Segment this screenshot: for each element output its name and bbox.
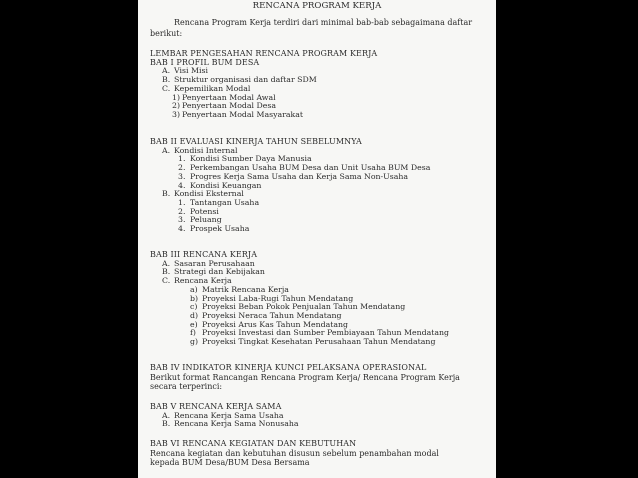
list-text: Visi Misi <box>174 66 208 76</box>
list-marker: 2. <box>178 163 186 173</box>
list-marker: 1) <box>172 92 181 102</box>
list-marker: 3. <box>178 171 186 181</box>
list-text: Sasaran Perusahaan <box>174 258 255 268</box>
list-text: Rencana Kerja Sama Usaha <box>174 410 284 420</box>
list-item <box>150 225 490 234</box>
list-text: Kondisi Internal <box>174 145 238 155</box>
list-text: Progres Kerja Sama Usaha dan Kerja Sama Non-Usaha <box>190 171 409 181</box>
list-marker: B. <box>162 75 171 85</box>
list-marker: e) <box>190 319 198 329</box>
bab-2-external-list <box>150 199 490 234</box>
bab-5-list <box>150 412 490 429</box>
bab-3-list <box>150 260 490 286</box>
bab-2-internal-list <box>150 155 490 190</box>
pengesahan-heading: LEMBAR PENGESAHAN RENCANA PROGRAM KERJA <box>150 49 378 58</box>
list-marker: f) <box>190 328 196 338</box>
list-text: Proyeksi Investasi dan Sumber Pembiayaan Tahun Mendatang <box>202 328 450 338</box>
list-marker: 4. <box>178 224 186 234</box>
list-marker: 1. <box>178 197 186 207</box>
bab-1-heading: BAB I PROFIL BUM DESA <box>150 57 260 67</box>
section-bab-4 <box>150 364 490 392</box>
list-text: Peluang <box>190 215 222 225</box>
intro-paragraph: Rencana Program Kerja terdiri dari minimal bab-bab sebagaimana daftar berikut: <box>150 18 473 38</box>
list-marker: 2) <box>172 101 181 111</box>
list-marker: 3. <box>178 215 186 225</box>
bab-3-heading: BAB III RENCANA KERJA <box>150 250 258 259</box>
list-text: Kondisi Eksternal <box>174 189 244 199</box>
list-marker: c) <box>190 302 198 312</box>
list-text: Rencana Kerja <box>174 276 232 286</box>
list-marker: A. <box>162 410 171 420</box>
bab-4-text: Berikut format Rancangan Rencana Program Kerja/ Rencana Program Kerja secara terperinci: <box>150 372 460 392</box>
list-marker: 4. <box>178 180 186 190</box>
list-marker: b) <box>190 293 199 303</box>
list-text: Tantangan Usaha <box>190 197 260 207</box>
list-text: Kepemilikan Modal <box>174 83 251 93</box>
section-bab-2 <box>150 138 490 234</box>
list-marker: C. <box>162 276 171 286</box>
list-marker: A. <box>162 145 171 155</box>
list-text: Kondisi Keuangan <box>190 180 262 190</box>
list-marker: a) <box>190 284 198 294</box>
list-marker: B. <box>162 189 171 199</box>
list-text: Penyertaan Modal Masyarakat <box>182 109 304 119</box>
list-text: Proyeksi Arus Kas Tahun Mendatang <box>202 319 349 329</box>
list-marker: g) <box>190 337 199 347</box>
list-marker: C. <box>162 83 171 93</box>
list-marker: 3) <box>172 109 181 119</box>
list-text: Strategi dan Kebijakan <box>174 267 265 277</box>
list-marker: A. <box>162 258 171 268</box>
list-item <box>150 277 490 286</box>
list-text: Matrik Rencana Kerja <box>202 284 289 294</box>
bab-6-text: Rencana kegiatan dan kebutuhan disusun sebelum penambahan modal kepada BUM Desa/BUM Desa Bersama <box>150 448 439 468</box>
list-item <box>150 111 490 120</box>
list-text: Proyeksi Neraca Tahun Mendatang <box>202 310 342 320</box>
list-marker: A. <box>162 66 171 76</box>
list-marker: 1. <box>178 154 186 164</box>
list-text: Struktur organisasi dan daftar SDM <box>174 75 317 85</box>
list-marker: 2. <box>178 206 186 216</box>
document-title: RENCANA PROGRAM KERJA <box>252 1 382 11</box>
bab-3-sublist <box>150 286 490 347</box>
list-text: Rencana Kerja Sama Nonusaha <box>174 419 299 429</box>
list-text: Potensi <box>190 206 219 216</box>
section-bab-3 <box>150 251 490 347</box>
bab-4-heading: BAB IV INDIKATOR KINERJA KUNCI PELAKSANA OPERASIONAL <box>150 363 427 372</box>
list-text: Prospek Usaha <box>190 224 250 234</box>
list-item <box>150 420 490 429</box>
list-text: Kondisi Sumber Daya Manusia <box>190 154 312 164</box>
list-text: Perkembangan Usaha BUM Desa dan Unit Usaha BUM Desa <box>190 163 431 173</box>
list-item <box>150 338 490 347</box>
section-bab-1 <box>150 50 490 120</box>
document-page <box>138 0 496 478</box>
bab-5-heading: BAB V RENCANA KERJA SAMA <box>150 402 282 411</box>
section-bab-6 <box>150 440 490 468</box>
bab-1-list <box>150 67 490 93</box>
bab-2-heading: BAB II EVALUASI KINERJA TAHUN SEBELUMNYA <box>150 137 362 146</box>
bab-1-sublist <box>150 94 490 120</box>
list-marker: B. <box>162 267 171 277</box>
list-text: Penyertaan Modal Awal <box>182 92 276 102</box>
section-bab-5 <box>150 403 490 429</box>
list-text: Penyertaan Modal Desa <box>182 101 277 111</box>
bab-6-heading: BAB VI RENCANA KEGIATAN DAN KEBUTUHAN <box>150 439 357 448</box>
list-text: Proyeksi Beban Pokok Penjualan Tahun Mendatang <box>202 302 406 312</box>
list-marker: d) <box>190 310 199 320</box>
list-text: Proyeksi Laba-Rugi Tahun Mendatang <box>202 293 354 303</box>
list-marker: B. <box>162 419 171 429</box>
list-text: Proyeksi Tingkat Kesehatan Perusahaan Tahun Mendatang <box>202 337 436 347</box>
